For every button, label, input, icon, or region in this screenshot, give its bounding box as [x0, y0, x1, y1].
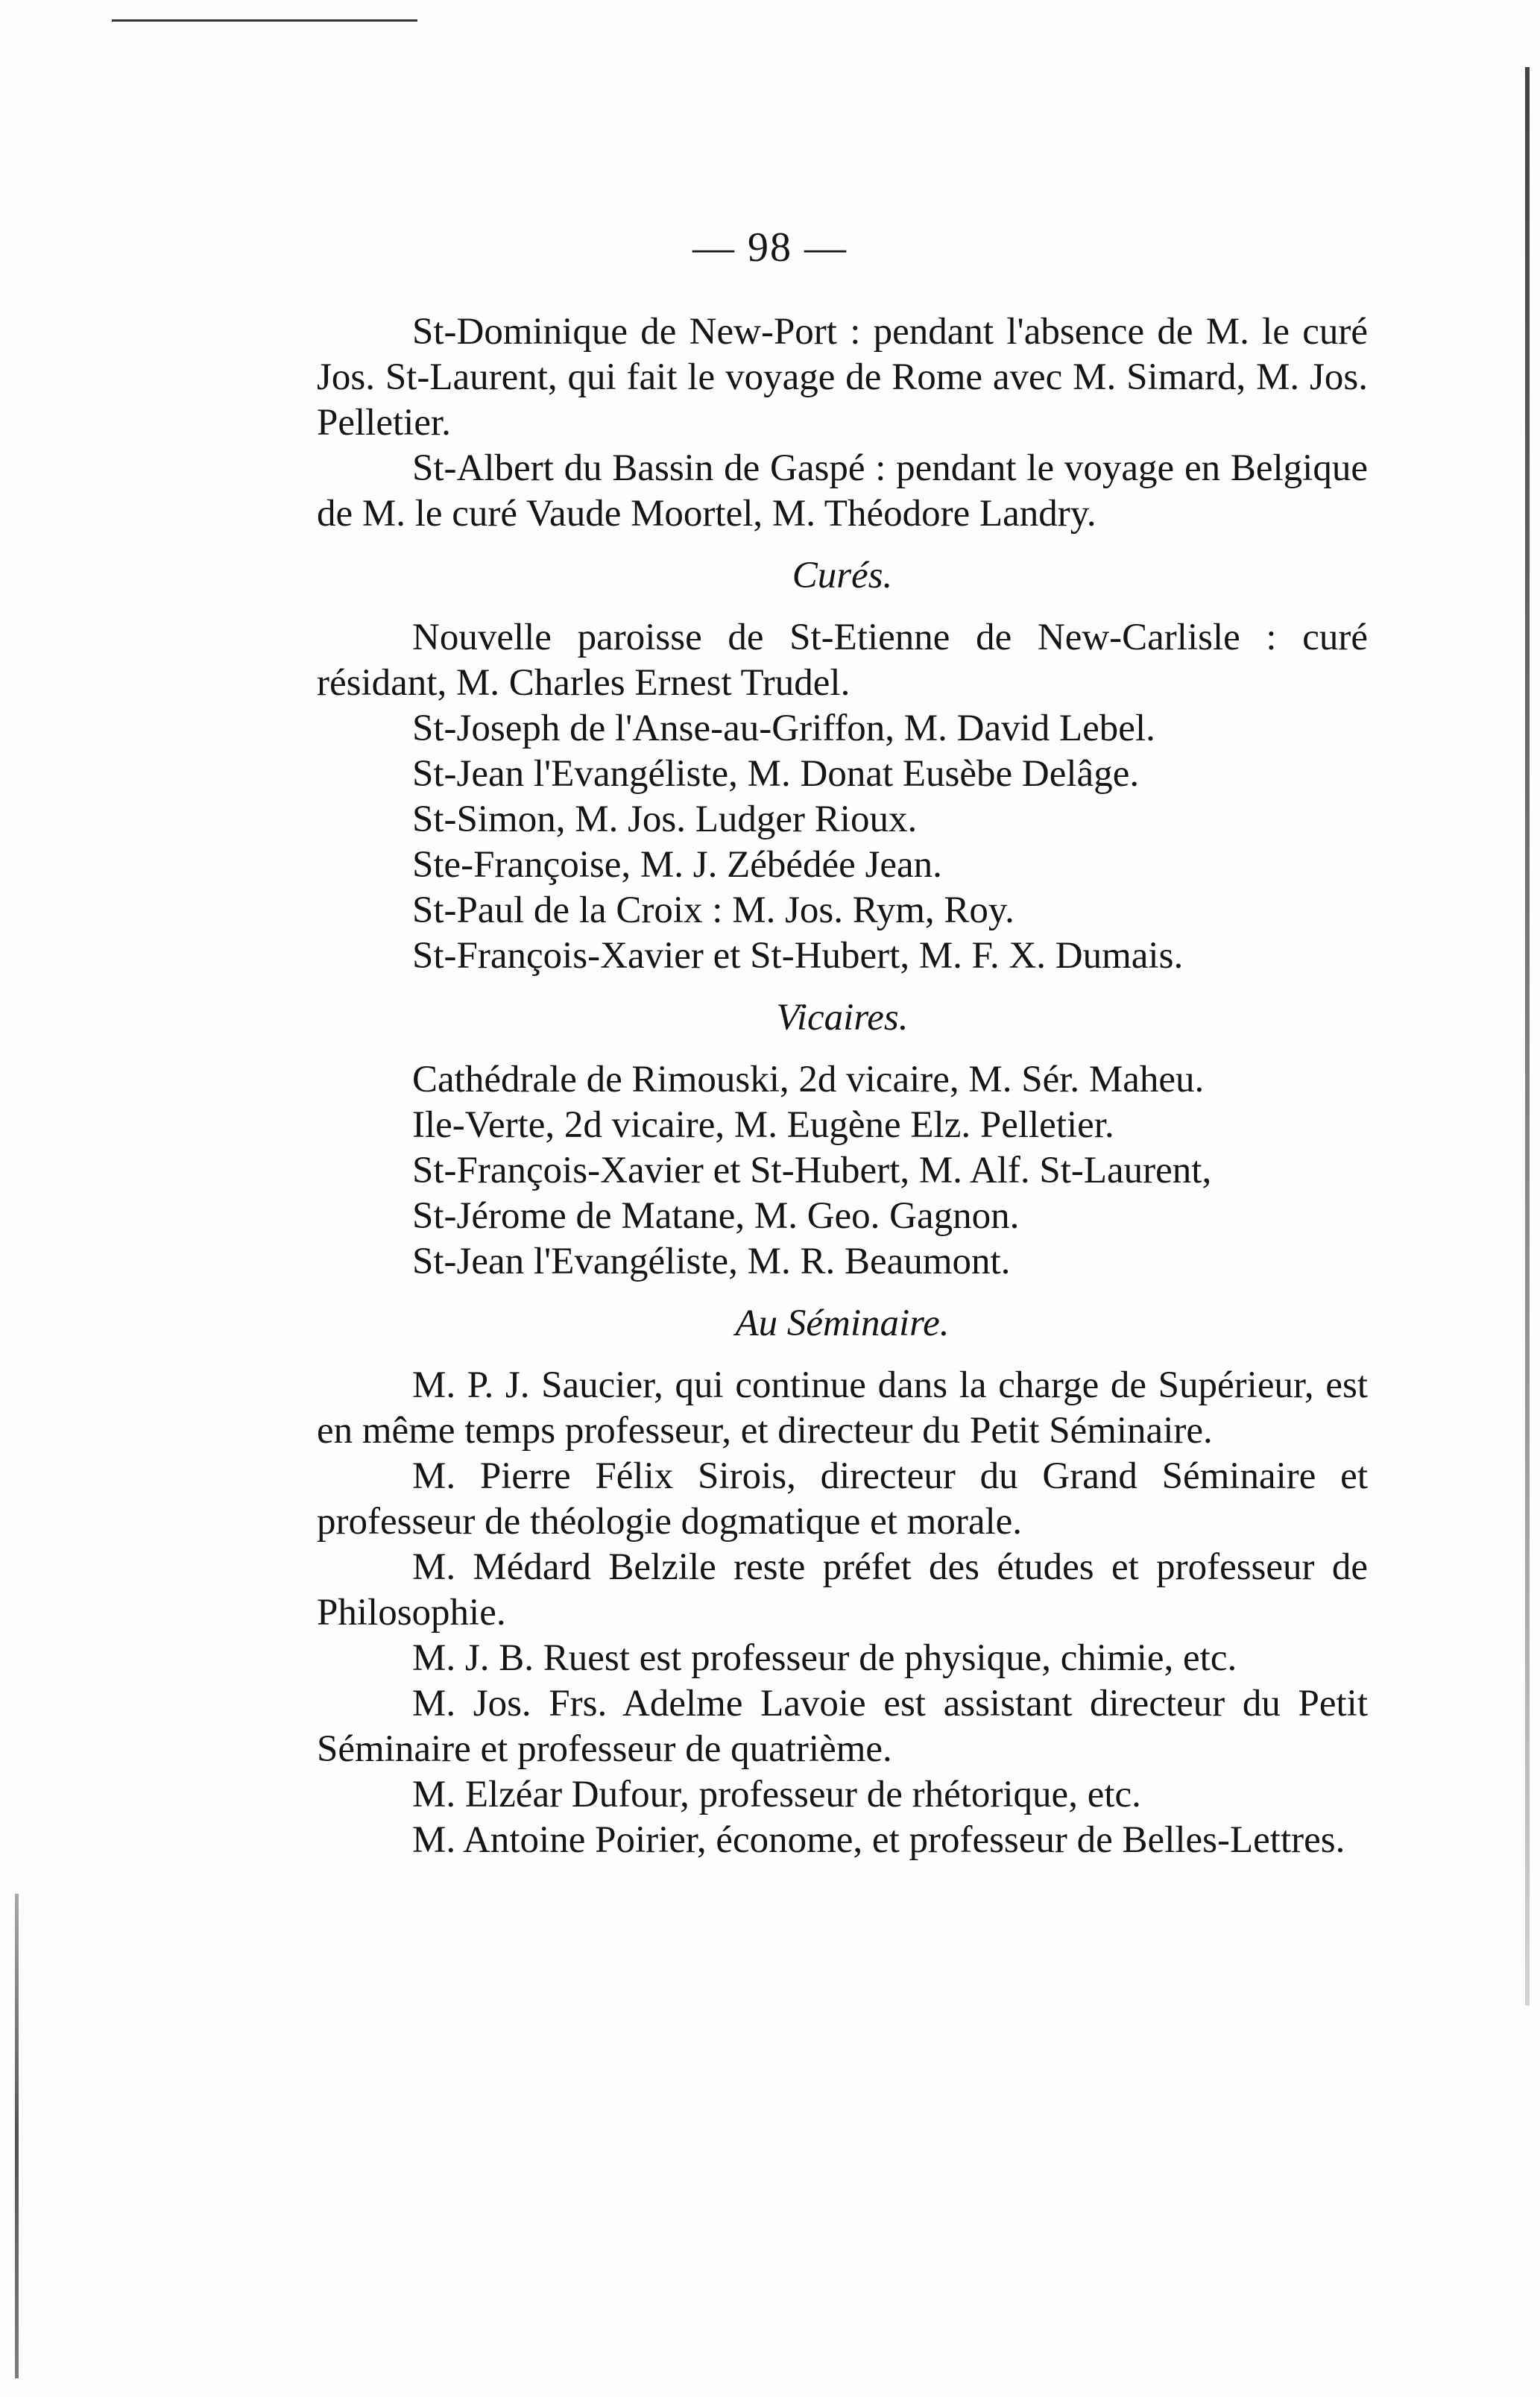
- list-item: Nouvelle paroisse de St-Etienne de New-Carlisle : curé résidant, M. Charles Ernest Trudel.: [317, 617, 1368, 704]
- intro-paragraph: St-Dominique de New-Port : pendant l'absence de M. le curé Jos. St-Laurent, qui fait le voyage de Rome avec M. Simard, M. Jos. Pelletier.: [317, 311, 1368, 444]
- list-item: M. Pierre Félix Sirois, directeur du Grand Séminaire et professeur de théologie dogmatique et morale.: [317, 1455, 1368, 1543]
- list-item: St-Jean l'Evangéliste, M. R. Beaumont.: [412, 1241, 1011, 1282]
- list-item: St-Jean l'Evangéliste, M. Donat Eusèbe Delâge.: [412, 753, 1140, 795]
- page-edge-right: [1525, 67, 1530, 2006]
- top-rule: [112, 19, 417, 22]
- list-item: St-Jérome de Matane, M. Geo. Gagnon.: [412, 1195, 1020, 1237]
- list-item: St-Paul de la Croix : M. Jos. Rym, Roy.: [412, 889, 1014, 931]
- section-heading-seminaire: Au Séminaire.: [735, 1303, 950, 1344]
- list-item: M. J. B. Ruest est professeur de physique, chimie, etc.: [412, 1637, 1237, 1679]
- list-item: Ste-Françoise, M. J. Zébédée Jean.: [412, 844, 942, 886]
- list-item: St-François-Xavier et St-Hubert, M. Alf. St-Laurent,: [412, 1150, 1212, 1191]
- list-item: M. P. J. Saucier, qui continue dans la charge de Supérieur, est en même temps professeur, et directeur du Petit Séminaire.: [317, 1364, 1368, 1452]
- page-number: — 98 —: [692, 224, 848, 271]
- list-item: St-Joseph de l'Anse-au-Griffon, M. David Lebel.: [412, 708, 1155, 749]
- list-item: M. Elzéar Dufour, professeur de rhétorique, etc.: [412, 1774, 1141, 1815]
- intro-paragraph: St-Albert du Bassin de Gaspé : pendant le voyage en Belgique de M. le curé Vaude Moortel, M. Théodore Landry.: [317, 447, 1368, 535]
- list-item: Cathédrale de Rimouski, 2d vicaire, M. Sér. Maheu.: [412, 1059, 1205, 1100]
- section-heading-vicaires: Vicaires.: [776, 997, 909, 1039]
- list-item: St-Simon, M. Jos. Ludger Rioux.: [412, 799, 918, 840]
- section-heading-cures: Curés.: [792, 555, 893, 596]
- list-item: M. Médard Belzile reste préfet des études et professeur de Philosophie.: [317, 1546, 1368, 1634]
- text-block: [317, 309, 1368, 1863]
- page-edge-left: [15, 1894, 19, 2378]
- list-item: St-François-Xavier et St-Hubert, M. F. X. Dumais.: [412, 935, 1184, 977]
- list-item: Ile-Verte, 2d vicaire, M. Eugène Elz. Pelletier.: [412, 1104, 1114, 1146]
- list-item: M. Jos. Frs. Adelme Lavoie est assistant directeur du Petit Séminaire et professeur de quatrième.: [317, 1683, 1368, 1770]
- list-item: M. Antoine Poirier, économe, et professeur de Belles-Lettres.: [412, 1819, 1345, 1861]
